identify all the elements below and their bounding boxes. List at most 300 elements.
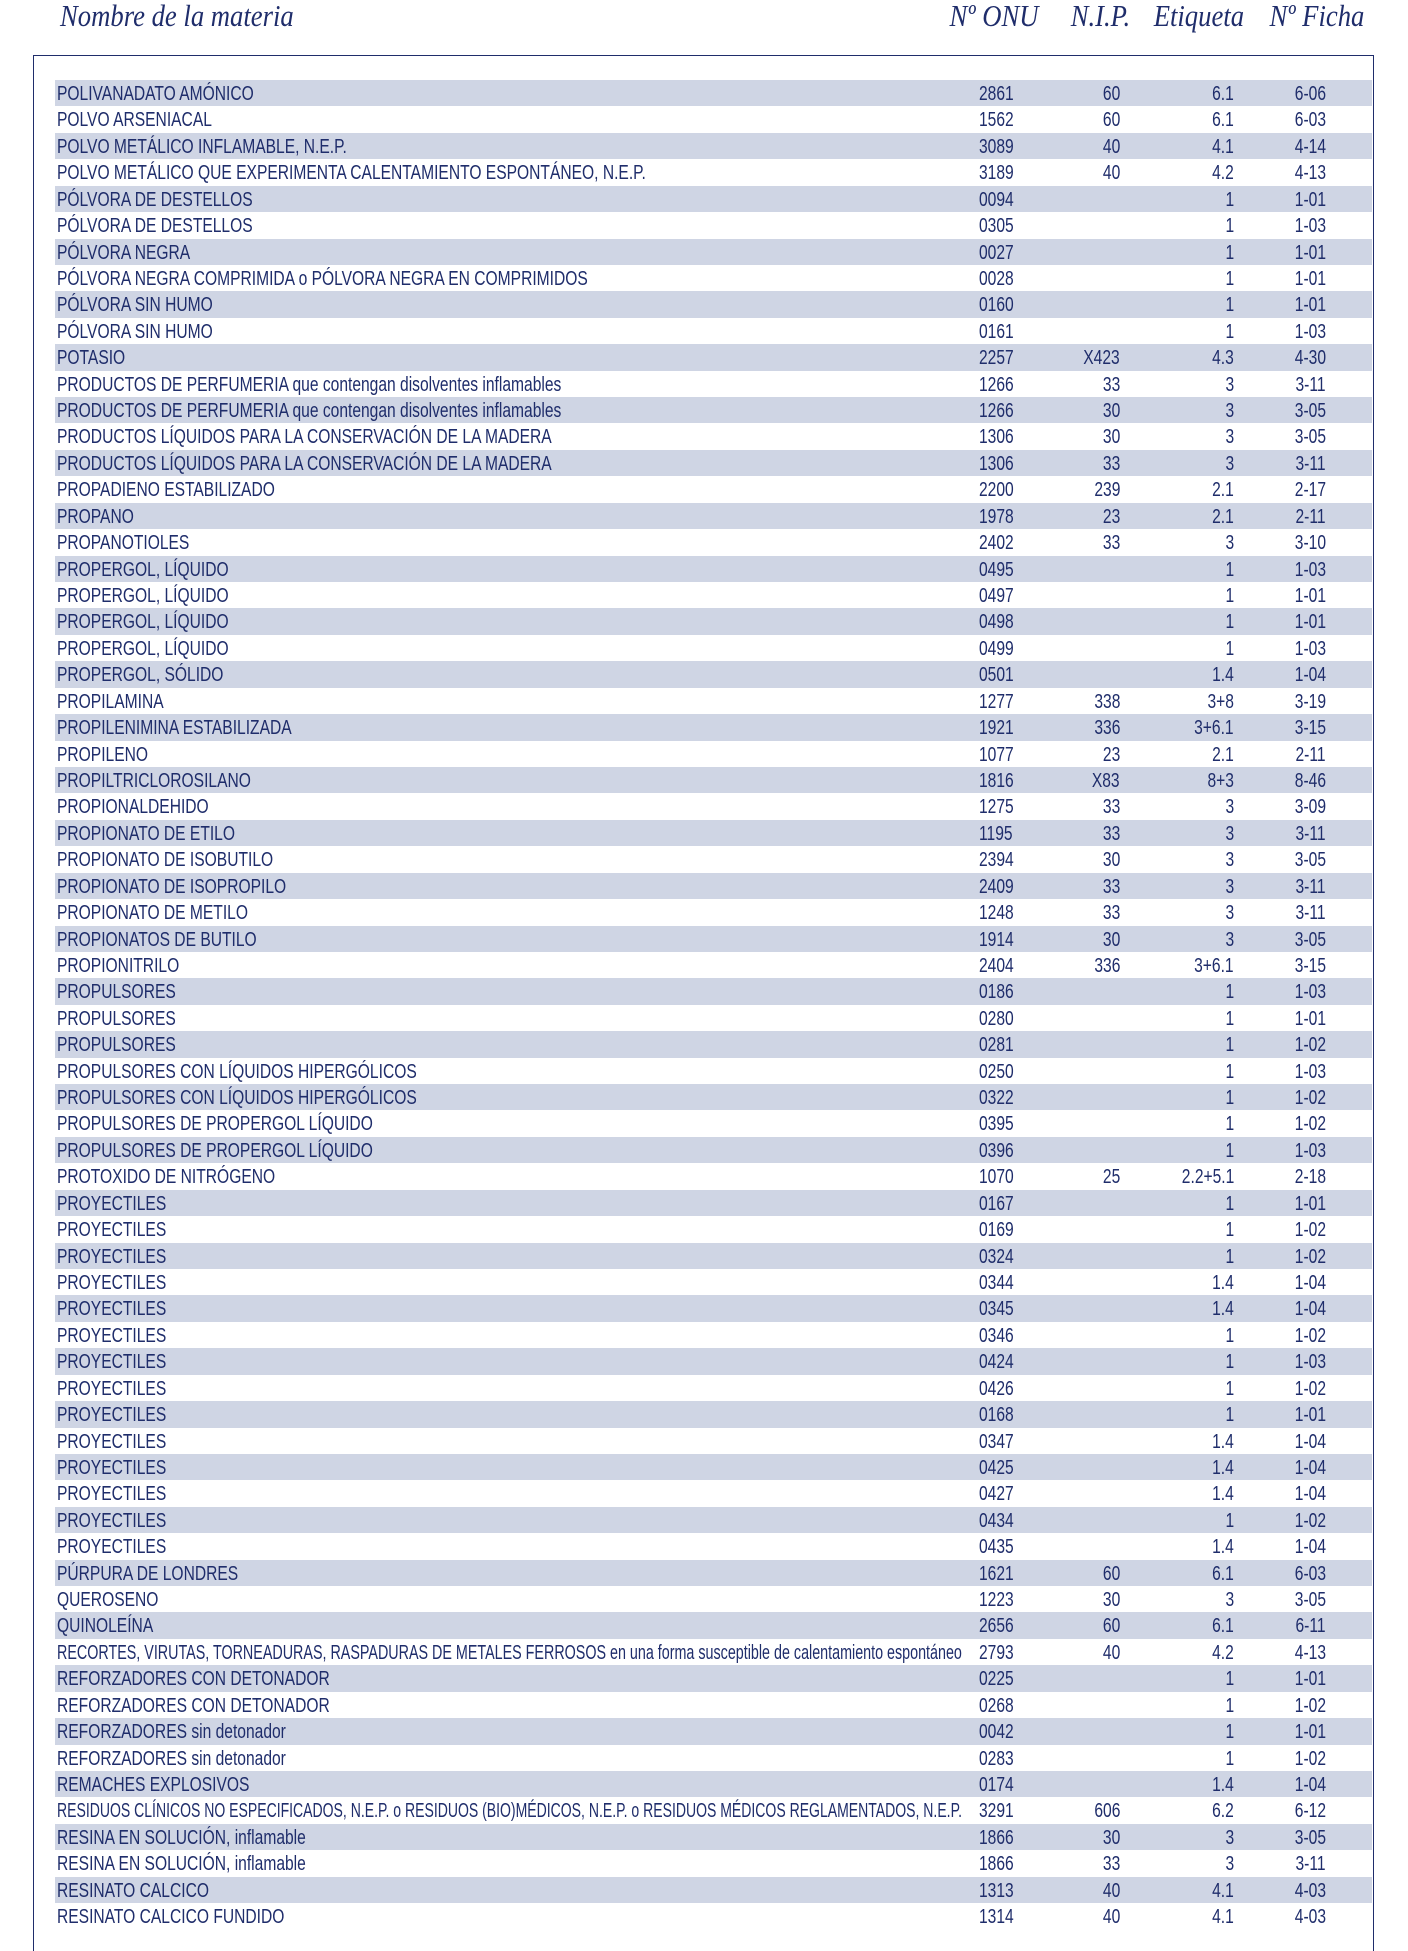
- table-row: [55, 1745, 1372, 1771]
- cell-nombre: PROYECTILES: [57, 1377, 167, 1400]
- cell-nip: 606: [1093, 1800, 1120, 1823]
- table-row: [55, 106, 1372, 132]
- cell-onu: 0345: [979, 1298, 1014, 1321]
- table-row: [55, 344, 1372, 370]
- cell-ficha: 3-11: [1295, 875, 1326, 898]
- cell-onu: 2404: [979, 954, 1014, 977]
- cell-etiqueta: 4.1: [1212, 1906, 1234, 1929]
- cell-etiqueta: 2.1: [1212, 505, 1234, 528]
- cell-nombre: PROPERGOL, LÍQUIDO: [57, 637, 229, 660]
- table-row: [55, 767, 1372, 793]
- cell-nip: 33: [1102, 796, 1120, 819]
- table-row: [55, 1850, 1372, 1876]
- cell-nombre: PROPADIENO ESTABILIZADO: [57, 479, 275, 502]
- cell-nombre: PROPIONATO DE ISOPROPILO: [57, 875, 287, 898]
- header-nombre-materia: Nombre de la materia: [60, 0, 294, 33]
- table-row: [55, 1692, 1372, 1718]
- cell-etiqueta: 1: [1225, 1034, 1234, 1057]
- cell-onu: 1277: [979, 690, 1014, 713]
- cell-ficha: 4-03: [1294, 1906, 1326, 1929]
- cell-etiqueta: 2.2+5.1: [1181, 1166, 1234, 1189]
- cell-ficha: 2-11: [1295, 505, 1326, 528]
- cell-nombre: PROPULSORES DE PROPERGOL LÍQUIDO: [57, 1113, 373, 1136]
- cell-nip: 25: [1102, 1166, 1120, 1189]
- cell-ficha: 4-14: [1294, 135, 1326, 158]
- cell-onu: 1223: [979, 1589, 1014, 1612]
- table-row: [55, 1612, 1372, 1638]
- cell-nombre: REFORZADORES sin detonador: [57, 1721, 286, 1744]
- cell-ficha: 1-02: [1294, 1219, 1326, 1242]
- cell-etiqueta: 1.4: [1212, 1456, 1234, 1479]
- cell-nombre: PROYECTILES: [57, 1298, 167, 1321]
- table-row: [55, 1797, 1372, 1823]
- cell-ficha: 1-03: [1294, 1351, 1326, 1374]
- cell-ficha: 3-11: [1295, 822, 1326, 845]
- cell-etiqueta: 4.1: [1212, 135, 1234, 158]
- cell-nombre: POTASIO: [57, 347, 126, 370]
- cell-etiqueta: 6.1: [1212, 1615, 1234, 1638]
- cell-onu: 2656: [979, 1615, 1014, 1638]
- cell-etiqueta: 4.1: [1212, 1879, 1234, 1902]
- cell-onu: 2409: [979, 875, 1014, 898]
- cell-ficha: 4-13: [1294, 162, 1326, 185]
- cell-onu: 0324: [979, 1245, 1014, 1268]
- cell-onu: 0434: [979, 1509, 1014, 1532]
- cell-ficha: 1-02: [1294, 1245, 1326, 1268]
- cell-onu: 1921: [979, 717, 1014, 740]
- cell-ficha: 4-13: [1294, 1641, 1326, 1664]
- cell-onu: 0497: [979, 585, 1014, 608]
- cell-nombre: POLIVANADATO AMÓNICO: [57, 83, 254, 105]
- cell-etiqueta: 3: [1225, 426, 1234, 449]
- cell-nombre: PÚRPURA DE LONDRES: [57, 1562, 239, 1585]
- table-row: [55, 1084, 1372, 1110]
- table-row: [55, 608, 1372, 634]
- table-row: [55, 793, 1372, 819]
- cell-nombre: RESINATO CALCICO FUNDIDO: [57, 1906, 285, 1929]
- cell-ficha: 1-04: [1294, 1774, 1326, 1796]
- cell-onu: 3189: [979, 162, 1014, 185]
- cell-etiqueta: 6.1: [1212, 1562, 1234, 1585]
- cell-nombre: PROPILTRICLOROSILANO: [57, 769, 251, 792]
- cell-nombre: PROPILENIMINA ESTABILIZADA: [57, 717, 292, 740]
- cell-nombre: PROPERGOL, LÍQUIDO: [57, 558, 229, 581]
- cell-onu: 1866: [979, 1826, 1014, 1849]
- table-row: [55, 1190, 1372, 1216]
- cell-ficha: 3-05: [1294, 849, 1326, 872]
- cell-onu: 0498: [979, 611, 1014, 634]
- header-nip: N.I.P.: [1070, 0, 1130, 33]
- cell-etiqueta: 3+8: [1207, 690, 1234, 713]
- cell-nip: 60: [1102, 1615, 1120, 1638]
- cell-etiqueta: 6.1: [1212, 109, 1234, 132]
- cell-onu: 0161: [979, 320, 1014, 343]
- cell-nombre: PÓLVORA SIN HUMO: [57, 320, 213, 343]
- cell-nombre: QUINOLEÍNA: [57, 1615, 154, 1638]
- cell-ficha: 1-04: [1294, 1483, 1326, 1506]
- cell-etiqueta: 1.4: [1212, 664, 1234, 687]
- cell-nombre: PROYECTILES: [57, 1430, 167, 1453]
- table-row: [55, 1295, 1372, 1321]
- cell-etiqueta: 3: [1225, 1853, 1234, 1876]
- cell-nombre: PROPULSORES CON LÍQUIDOS HIPERGÓLICOS: [57, 1087, 417, 1110]
- cell-onu: 3089: [979, 135, 1014, 158]
- cell-onu: 0027: [979, 241, 1014, 264]
- table-row: [55, 1216, 1372, 1242]
- cell-nip: 23: [1102, 505, 1120, 528]
- cell-nip: 336: [1093, 717, 1120, 740]
- cell-onu: 2861: [979, 83, 1014, 105]
- cell-ficha: 3-11: [1295, 452, 1326, 475]
- cell-nombre: PROPERGOL, LÍQUIDO: [57, 611, 229, 634]
- cell-nombre: RECORTES, VIRUTAS, TORNEADURAS, RASPADURAS DE METALES FERROSOS en una forma susceptible de calentamiento espontáneo: [57, 1641, 962, 1664]
- cell-nip: X83: [1092, 769, 1120, 792]
- cell-nip: 33: [1102, 373, 1120, 396]
- cell-onu: 0268: [979, 1694, 1014, 1717]
- table-row: [55, 899, 1372, 925]
- table-row: [55, 1586, 1372, 1612]
- cell-onu: 0427: [979, 1483, 1014, 1506]
- cell-onu: 0174: [979, 1774, 1014, 1796]
- cell-ficha: 3-11: [1295, 1853, 1326, 1876]
- cell-onu: 0042: [979, 1721, 1014, 1744]
- table-row: [55, 635, 1372, 661]
- cell-ficha: 1-03: [1294, 637, 1326, 660]
- cell-nombre: PROYECTILES: [57, 1456, 167, 1479]
- table-row: [55, 1005, 1372, 1031]
- cell-nombre: REFORZADORES CON DETONADOR: [57, 1668, 330, 1691]
- cell-ficha: 1-02: [1294, 1034, 1326, 1057]
- cell-ficha: 6-03: [1294, 109, 1326, 132]
- cell-ficha: 3-05: [1294, 400, 1326, 423]
- table-row: [55, 529, 1372, 555]
- cell-etiqueta: 1: [1225, 637, 1234, 660]
- cell-etiqueta: 2.1: [1212, 743, 1234, 766]
- cell-etiqueta: 1.4: [1212, 1483, 1234, 1506]
- cell-onu: 0028: [979, 267, 1014, 290]
- cell-etiqueta: 8+3: [1207, 769, 1234, 792]
- cell-onu: 1266: [979, 373, 1014, 396]
- cell-nip: 40: [1102, 1906, 1120, 1929]
- cell-onu: 1978: [979, 505, 1014, 528]
- table-row: [55, 1348, 1372, 1374]
- cell-ficha: 4-03: [1294, 1879, 1326, 1902]
- cell-onu: 0094: [979, 188, 1014, 211]
- cell-nombre: PÓLVORA DE DESTELLOS: [57, 215, 253, 238]
- cell-etiqueta: 1: [1225, 1377, 1234, 1400]
- cell-etiqueta: 6.2: [1212, 1800, 1234, 1823]
- table-row: [55, 1507, 1372, 1533]
- cell-etiqueta: 1.4: [1212, 1774, 1234, 1796]
- cell-etiqueta: 1: [1225, 1404, 1234, 1427]
- cell-nombre: PRODUCTOS DE PERFUMERIA que contengan disolventes inflamables: [57, 373, 562, 396]
- cell-onu: 0225: [979, 1668, 1014, 1691]
- cell-nombre: REFORZADORES CON DETONADOR: [57, 1694, 330, 1717]
- cell-nombre: PROYECTILES: [57, 1192, 167, 1215]
- cell-nombre: REFORZADORES sin detonador: [57, 1747, 286, 1770]
- cell-ficha: 8-46: [1294, 769, 1326, 792]
- cell-ficha: 2-11: [1295, 743, 1326, 766]
- cell-ficha: 3-19: [1294, 690, 1326, 713]
- table-row: [55, 1137, 1372, 1163]
- table-row: [55, 450, 1372, 476]
- table-header: [0, 0, 1408, 56]
- cell-onu: 0347: [979, 1430, 1014, 1453]
- table-row: [55, 1480, 1372, 1506]
- cell-onu: 1562: [979, 109, 1014, 132]
- cell-nip: 40: [1102, 1641, 1120, 1664]
- cell-nombre: RESIDUOS CLÍNICOS NO ESPECIFICADOS, N.E.P. o RESIDUOS (BIO)MÉDICOS, N.E.P. o RESIDUOS MÉDICOS REGLAMENTADOS, N.E.P.: [57, 1800, 963, 1823]
- cell-nombre: PROPILAMINA: [57, 690, 164, 713]
- table-row: [55, 1110, 1372, 1136]
- cell-etiqueta: 1: [1225, 1747, 1234, 1770]
- cell-ficha: 1-01: [1294, 585, 1326, 608]
- cell-etiqueta: 1: [1225, 1087, 1234, 1110]
- table-row: [55, 952, 1372, 978]
- cell-nombre: PROYECTILES: [57, 1219, 167, 1242]
- cell-etiqueta: 3: [1225, 928, 1234, 951]
- cell-ficha: 1-01: [1294, 267, 1326, 290]
- table-row: [55, 1718, 1372, 1744]
- cell-ficha: 1-03: [1294, 320, 1326, 343]
- table-row: [55, 661, 1372, 687]
- cell-nombre: PÓLVORA SIN HUMO: [57, 294, 213, 317]
- cell-nombre: PROPIONITRILO: [57, 954, 180, 977]
- cell-nombre: PROPANO: [57, 505, 134, 528]
- cell-nip: 60: [1102, 1562, 1120, 1585]
- cell-etiqueta: 1: [1225, 1721, 1234, 1744]
- cell-ficha: 1-01: [1294, 188, 1326, 211]
- cell-onu: 0501: [979, 664, 1014, 687]
- table-row: [55, 1454, 1372, 1480]
- table-row: [55, 239, 1372, 265]
- cell-nombre: PROTOXIDO DE NITRÓGENO: [57, 1166, 276, 1189]
- cell-onu: 2394: [979, 849, 1014, 872]
- cell-onu: 0250: [979, 1060, 1014, 1083]
- cell-onu: 0281: [979, 1034, 1014, 1057]
- cell-ficha: 3-09: [1294, 796, 1326, 819]
- cell-nip: 30: [1102, 1826, 1120, 1849]
- table-row: [55, 1428, 1372, 1454]
- cell-etiqueta: 1: [1225, 1219, 1234, 1242]
- table-row: [55, 846, 1372, 872]
- cell-etiqueta: 1: [1225, 1139, 1234, 1162]
- cell-nombre: REMACHES EXPLOSIVOS: [57, 1774, 250, 1796]
- cell-etiqueta: 1.4: [1212, 1430, 1234, 1453]
- cell-etiqueta: 1: [1225, 1192, 1234, 1215]
- cell-nip: 33: [1102, 875, 1120, 898]
- cell-nombre: PROPIONATOS DE BUTILO: [57, 928, 257, 951]
- cell-etiqueta: 1: [1225, 320, 1234, 343]
- cell-nip: 40: [1102, 135, 1120, 158]
- cell-onu: 0280: [979, 1007, 1014, 1030]
- cell-ficha: 1-01: [1294, 1668, 1326, 1691]
- cell-nombre: POLVO METÁLICO QUE EXPERIMENTA CALENTAMIENTO ESPONTÁNEO, N.E.P.: [57, 162, 646, 185]
- cell-etiqueta: 1: [1225, 585, 1234, 608]
- cell-nombre: POLVO METÁLICO INFLAMABLE, N.E.P.: [57, 135, 347, 158]
- cell-ficha: 1-01: [1294, 294, 1326, 317]
- cell-ficha: 1-04: [1294, 1456, 1326, 1479]
- cell-nombre: PROYECTILES: [57, 1536, 167, 1559]
- table-row: [55, 556, 1372, 582]
- table-row: [55, 186, 1372, 212]
- table-row: [55, 1560, 1372, 1586]
- table-row: [55, 1665, 1372, 1691]
- cell-etiqueta: 2.1: [1212, 479, 1234, 502]
- cell-ficha: 3-11: [1295, 373, 1326, 396]
- cell-ficha: 1-02: [1294, 1694, 1326, 1717]
- cell-etiqueta: 3: [1225, 373, 1234, 396]
- cell-etiqueta: 1: [1225, 1668, 1234, 1691]
- table-row: [55, 873, 1372, 899]
- table-body: [55, 80, 1372, 1930]
- cell-onu: 0160: [979, 294, 1014, 317]
- table-row: [55, 80, 1372, 106]
- table-row: [55, 1031, 1372, 1057]
- cell-ficha: 1-02: [1294, 1087, 1326, 1110]
- cell-nombre: PROPULSORES: [57, 1034, 176, 1057]
- cell-etiqueta: 6.1: [1212, 83, 1234, 105]
- cell-ficha: 2-17: [1294, 479, 1326, 502]
- cell-nombre: PÓLVORA DE DESTELLOS: [57, 188, 253, 211]
- cell-onu: 0344: [979, 1271, 1014, 1294]
- cell-onu: 0283: [979, 1747, 1014, 1770]
- cell-nombre: PÓLVORA NEGRA COMPRIMIDA o PÓLVORA NEGRA EN COMPRIMIDOS: [57, 267, 588, 290]
- cell-etiqueta: 3: [1225, 532, 1234, 555]
- cell-onu: 1816: [979, 769, 1014, 792]
- cell-nip: 33: [1102, 532, 1120, 555]
- cell-ficha: 3-10: [1294, 532, 1326, 555]
- cell-ficha: 1-03: [1294, 558, 1326, 581]
- cell-nip: 30: [1102, 400, 1120, 423]
- cell-ficha: 2-18: [1294, 1166, 1326, 1189]
- cell-ficha: 4-30: [1294, 347, 1326, 370]
- table-row: [55, 1163, 1372, 1189]
- cell-nombre: PRODUCTOS LÍQUIDOS PARA LA CONSERVACIÓN DE LA MADERA: [57, 426, 552, 449]
- cell-ficha: 3-05: [1294, 1826, 1326, 1849]
- cell-etiqueta: 1: [1225, 294, 1234, 317]
- cell-onu: 0495: [979, 558, 1014, 581]
- cell-nombre: PROYECTILES: [57, 1351, 167, 1374]
- cell-nombre: PROPIONATO DE ETILO: [57, 822, 235, 845]
- cell-ficha: 3-15: [1294, 954, 1326, 977]
- cell-ficha: 3-05: [1294, 426, 1326, 449]
- cell-nip: 60: [1102, 109, 1120, 132]
- cell-ficha: 1-02: [1294, 1324, 1326, 1347]
- cell-ficha: 3-05: [1294, 1589, 1326, 1612]
- cell-etiqueta: 4.2: [1212, 1641, 1234, 1664]
- cell-etiqueta: 1: [1225, 1694, 1234, 1717]
- cell-etiqueta: 1: [1225, 215, 1234, 238]
- cell-onu: 3291: [979, 1800, 1014, 1823]
- header-etiqueta: Etiqueta: [1153, 0, 1244, 33]
- cell-etiqueta: 1: [1225, 1509, 1234, 1532]
- table-row: [55, 714, 1372, 740]
- cell-nip: 40: [1102, 1879, 1120, 1902]
- cell-etiqueta: 3: [1225, 902, 1234, 925]
- cell-nombre: PROPULSORES: [57, 981, 176, 1004]
- cell-etiqueta: 1: [1225, 1324, 1234, 1347]
- cell-onu: 1306: [979, 452, 1014, 475]
- cell-etiqueta: 3: [1225, 452, 1234, 475]
- table-row: [55, 1269, 1372, 1295]
- cell-etiqueta: 1: [1225, 1245, 1234, 1268]
- cell-onu: 1266: [979, 400, 1014, 423]
- cell-nombre: PROPERGOL, SÓLIDO: [57, 664, 224, 687]
- cell-onu: 1314: [979, 1906, 1014, 1929]
- table-row: [55, 926, 1372, 952]
- cell-nombre: PROPIONALDEHIDO: [57, 796, 209, 819]
- cell-onu: 1313: [979, 1879, 1014, 1902]
- table-row: [55, 212, 1372, 238]
- cell-nip: 30: [1102, 426, 1120, 449]
- cell-nombre: PROYECTILES: [57, 1245, 167, 1268]
- table-row: [55, 1322, 1372, 1348]
- cell-onu: 1195: [979, 822, 1013, 845]
- table-row: [55, 159, 1372, 185]
- cell-etiqueta: 1: [1225, 981, 1234, 1004]
- table-row: [55, 397, 1372, 423]
- cell-ficha: 1-02: [1294, 1377, 1326, 1400]
- cell-nombre: PROPULSORES CON LÍQUIDOS HIPERGÓLICOS: [57, 1060, 417, 1083]
- cell-onu: 1248: [979, 902, 1014, 925]
- cell-onu: 1621: [979, 1562, 1014, 1585]
- cell-onu: 2793: [979, 1641, 1014, 1664]
- table-row: [55, 1058, 1372, 1084]
- cell-nombre: RESINA EN SOLUCIÓN, inflamable: [57, 1853, 306, 1876]
- cell-etiqueta: 1: [1225, 1007, 1234, 1030]
- cell-etiqueta: 3: [1225, 1589, 1234, 1612]
- cell-onu: 0322: [979, 1087, 1014, 1110]
- cell-onu: 0499: [979, 637, 1014, 660]
- table-row: [55, 1824, 1372, 1850]
- cell-ficha: 1-04: [1294, 1430, 1326, 1453]
- cell-etiqueta: 1: [1225, 1060, 1234, 1083]
- cell-onu: 2200: [979, 479, 1014, 502]
- cell-etiqueta: 3: [1225, 875, 1234, 898]
- table-row: [55, 820, 1372, 846]
- table-row: [55, 1401, 1372, 1427]
- cell-ficha: 1-01: [1294, 241, 1326, 264]
- cell-nip: 30: [1102, 849, 1120, 872]
- table-row: [55, 423, 1372, 449]
- cell-etiqueta: 3: [1225, 796, 1234, 819]
- table-row: [55, 741, 1372, 767]
- cell-nombre: PRODUCTOS DE PERFUMERIA que contengan disolventes inflamables: [57, 400, 562, 423]
- cell-nip: 30: [1102, 1589, 1120, 1612]
- cell-nombre: PROPANOTIOLES: [57, 532, 190, 555]
- cell-nombre: PÓLVORA NEGRA: [57, 241, 191, 264]
- cell-nombre: PROPIONATO DE METILO: [57, 902, 248, 925]
- cell-onu: 0435: [979, 1536, 1014, 1559]
- cell-ficha: 1-01: [1294, 1721, 1326, 1744]
- header-numero-ficha: Nº Ficha: [1269, 0, 1364, 33]
- table-row: [55, 1771, 1372, 1797]
- table-row: [55, 133, 1372, 159]
- cell-ficha: 1-03: [1294, 1139, 1326, 1162]
- table-row: [55, 265, 1372, 291]
- cell-ficha: 1-01: [1294, 1192, 1326, 1215]
- cell-onu: 0346: [979, 1324, 1014, 1347]
- cell-nombre: RESINA EN SOLUCIÓN, inflamable: [57, 1826, 306, 1849]
- cell-etiqueta: 4.3: [1212, 347, 1234, 370]
- cell-onu: 1070: [979, 1166, 1014, 1189]
- table-row: [55, 291, 1372, 317]
- cell-etiqueta: 3: [1225, 849, 1234, 872]
- cell-onu: 0424: [979, 1351, 1014, 1374]
- cell-onu: 0169: [979, 1219, 1014, 1242]
- cell-nip: 338: [1093, 690, 1120, 713]
